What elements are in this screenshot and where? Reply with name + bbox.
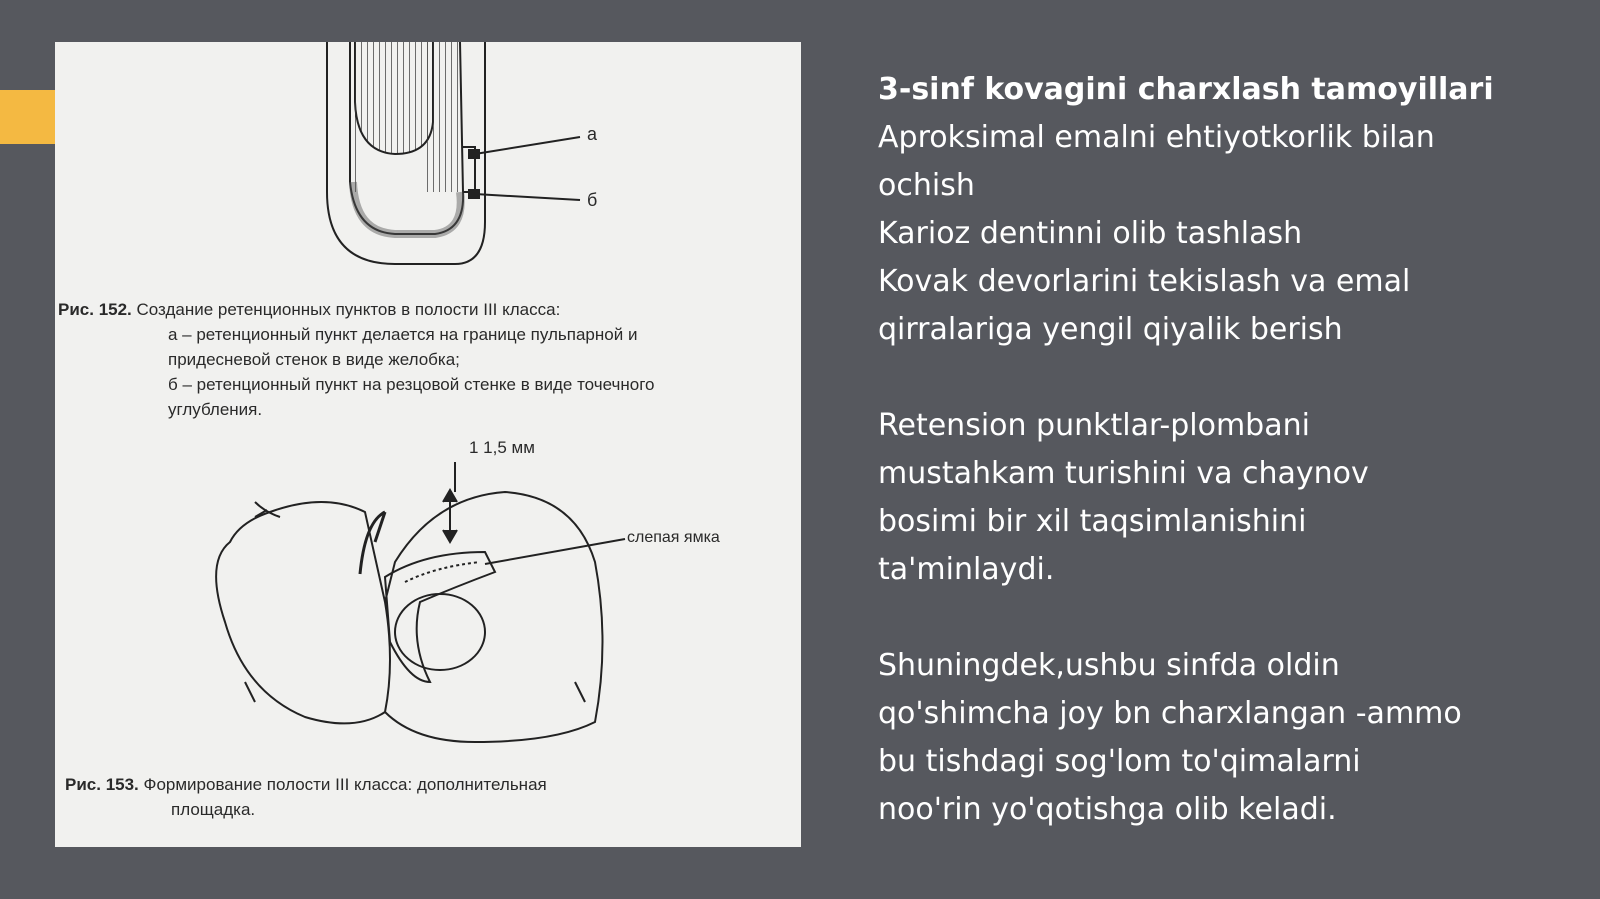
slide-title: 3-sinf kovagini charxlash tamoyillari xyxy=(878,72,1494,107)
fig152-caption-line2: а – ретенционный пункт делается на границе пульпарной и xyxy=(168,325,638,344)
fig152-caption-line4: б – ретенционный пункт на резцовой стенке в виде точечного xyxy=(168,375,655,394)
fig152-caption-line5: углубления. xyxy=(168,400,263,419)
para3-line-3: bu tishdagi sog'lom to'qimalarni xyxy=(878,744,1361,779)
fig153-caption-line1: Формирование полости III класса: дополнительная xyxy=(143,775,547,794)
para2-line-1: Retension punktlar-plombani xyxy=(878,408,1310,443)
tooth-diagrams xyxy=(55,42,801,847)
fig153-caption-title: Рис. 153. xyxy=(65,775,139,794)
accent-bar xyxy=(0,90,55,144)
text-line-2: ochish xyxy=(878,168,975,203)
fig152-caption-title: Рис. 152. xyxy=(58,300,132,319)
paragraph-gap xyxy=(878,594,1578,642)
text-line-4: Kovak devorlarini tekislash va emal xyxy=(878,264,1411,299)
text-line-3: Karioz dentinni olib tashlash xyxy=(878,216,1303,251)
fig152-label-a: а xyxy=(587,124,598,144)
fig153-caption-line2: площадка. xyxy=(171,800,256,819)
para2-line-3: bosimi bir xil taqsimlanishini xyxy=(878,504,1307,539)
slide-text-panel xyxy=(878,66,1578,834)
fig153-teeth-drawing xyxy=(216,462,625,742)
para2-line-4: ta'minlaydi. xyxy=(878,552,1055,587)
text-line-5: qirralariga yengil qiyalik berish xyxy=(878,312,1343,347)
fig153-caption xyxy=(65,772,547,822)
para3-line-2: qo'shimcha joy bn charxlangan -ammo xyxy=(878,696,1462,731)
fig152-caption xyxy=(58,297,655,422)
para3-line-1: Shuningdek,ushbu sinfda oldin xyxy=(878,648,1340,683)
para3-line-4: noo'rin yo'qotishga olib keladi. xyxy=(878,792,1337,827)
para2-line-2: mustahkam turishini va chaynov xyxy=(878,456,1369,491)
fig152-label-b: б xyxy=(587,190,598,210)
fig152-tooth-drawing xyxy=(327,42,580,264)
text-line-1: Aproksimal emalni ehtiyotkorlik bilan xyxy=(878,120,1435,155)
paragraph-gap xyxy=(878,354,1578,402)
fig152-caption-line1: Создание ретенционных пунктов в полости III класса: xyxy=(136,300,561,319)
fig152-caption-line3: придесневой стенок в виде желобка; xyxy=(168,350,460,369)
textbook-scan-image xyxy=(55,42,801,847)
fig153-dimension-label: 1 1,5 мм xyxy=(469,438,535,457)
fig153-pit-label: слепая ямка xyxy=(627,529,720,546)
